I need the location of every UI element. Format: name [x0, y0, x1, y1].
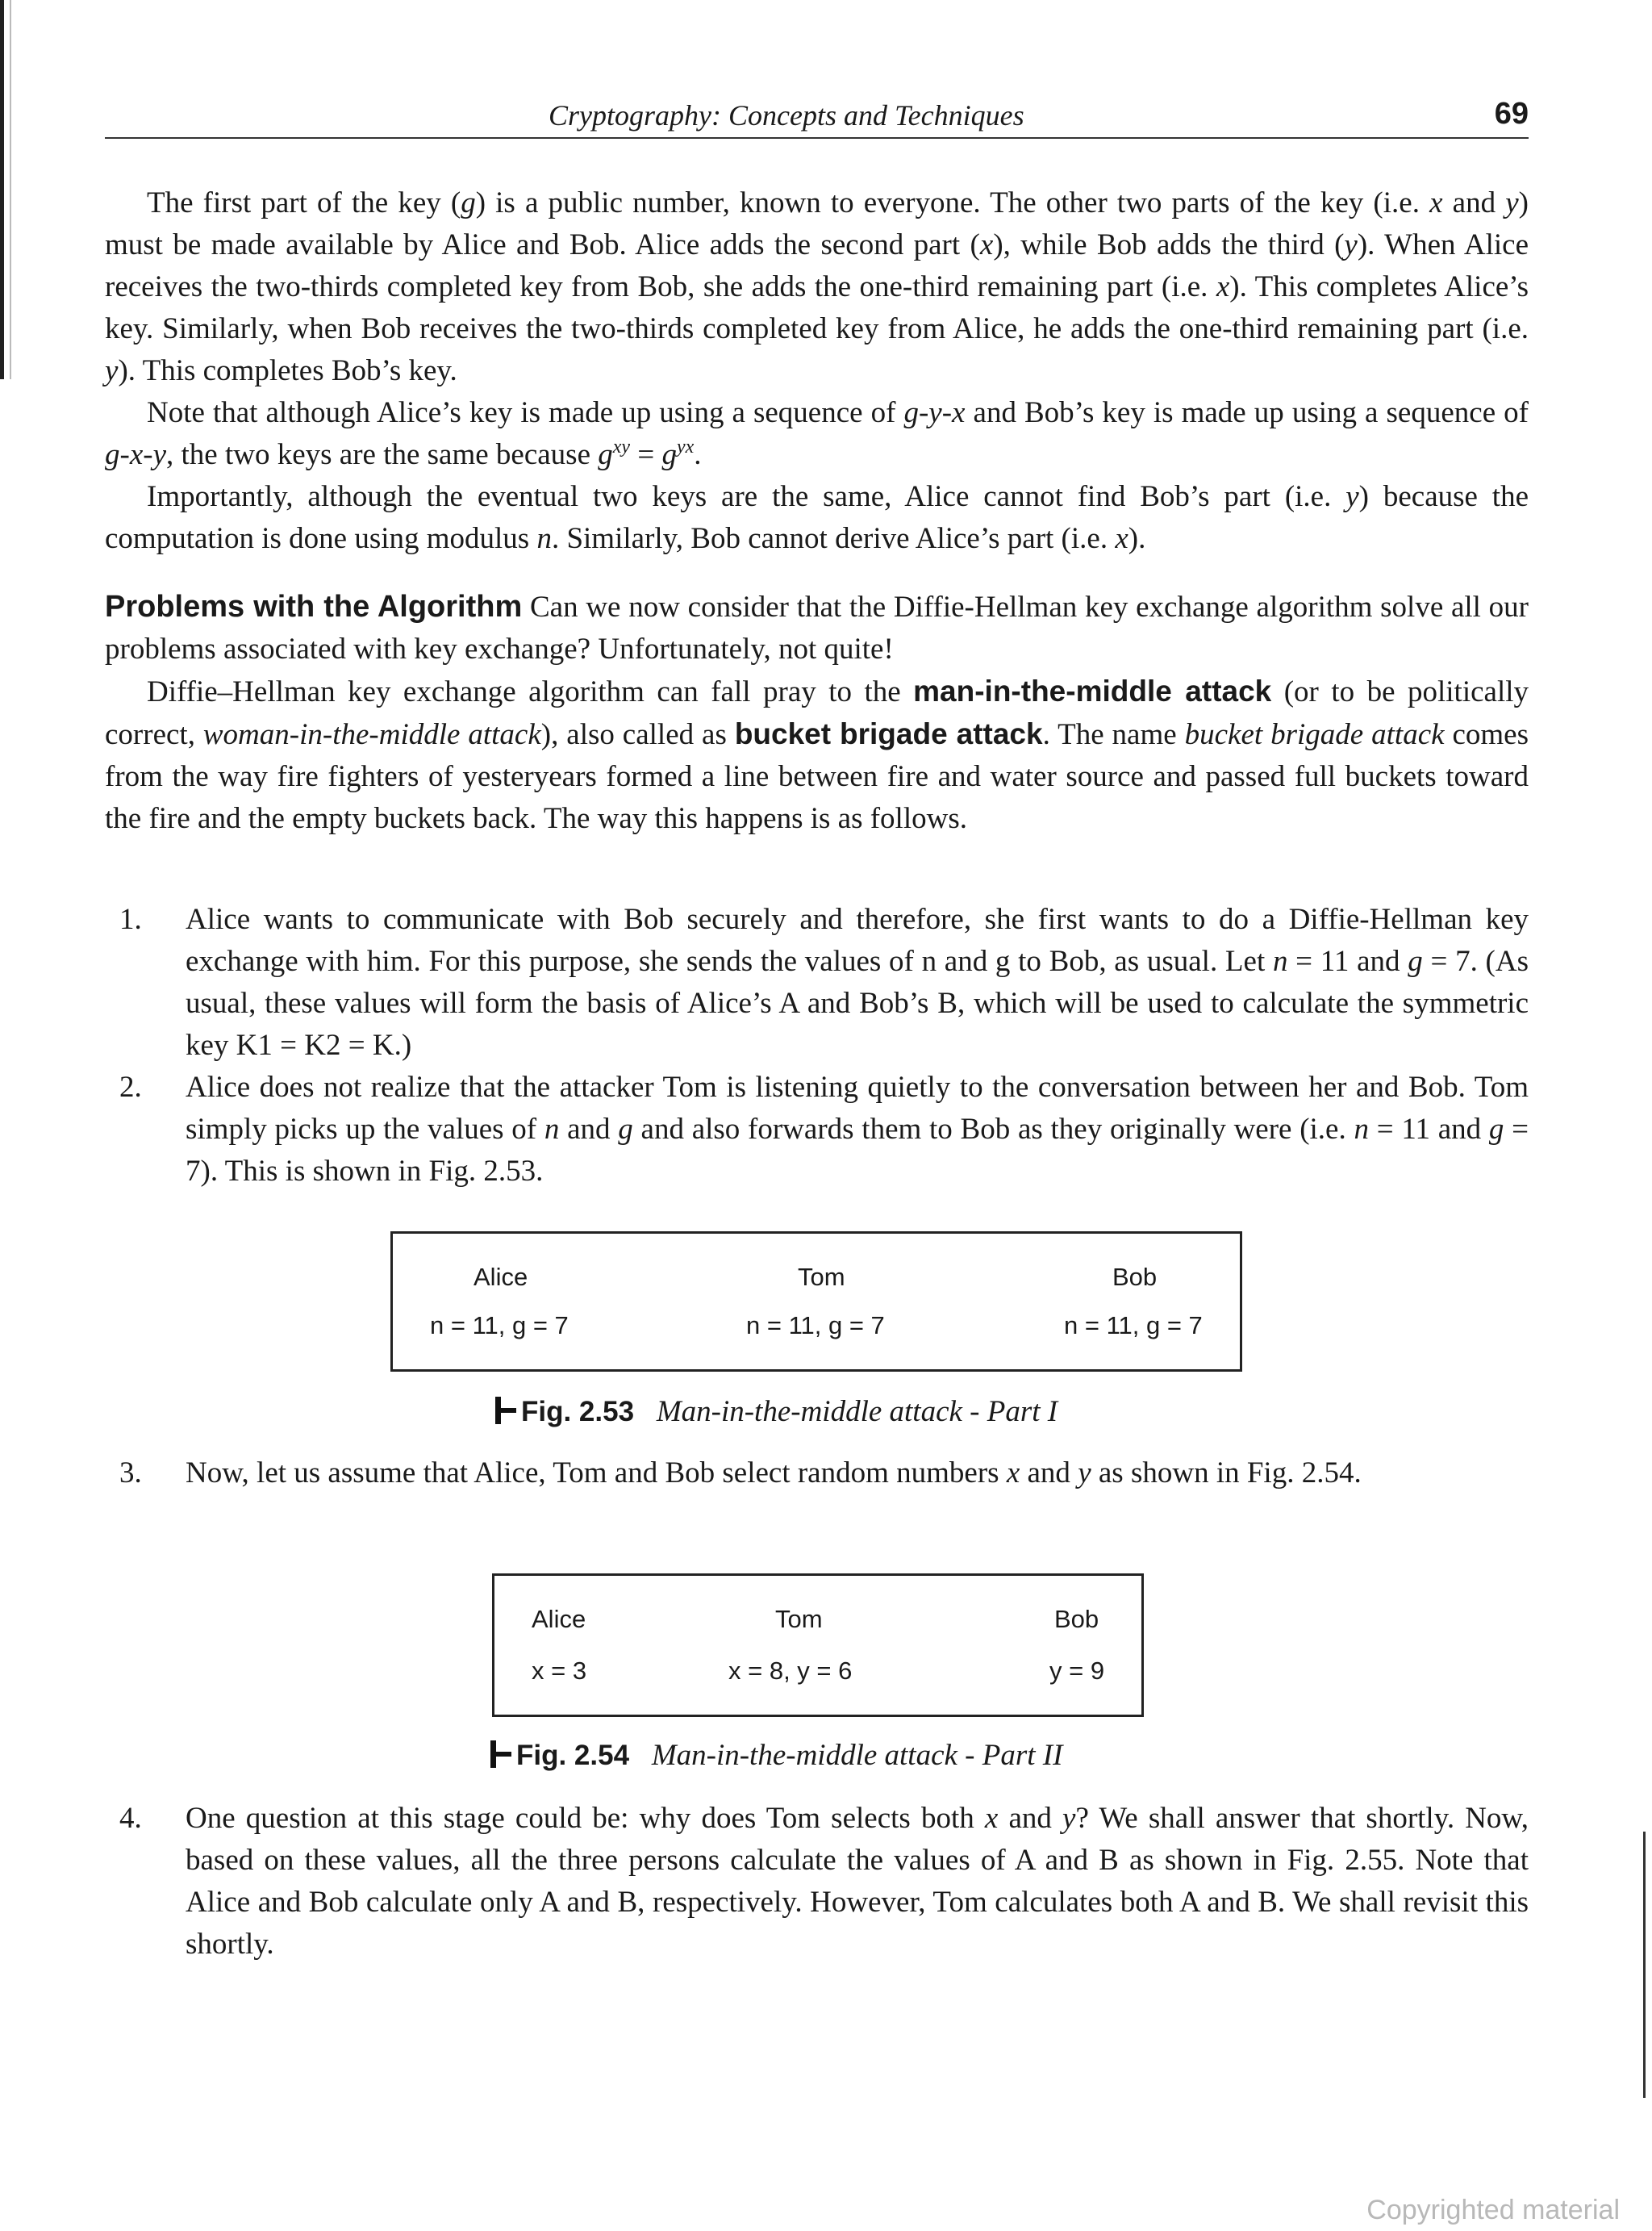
fig54-alice-values: x = 3 — [532, 1657, 587, 1685]
page-edge-left — [0, 0, 4, 379]
fig54-tom-values: x = 8, y = 6 — [728, 1657, 853, 1685]
figure-2-53-caption: Fig. 2.53 Man-in-the-middle attack - Part I — [492, 1394, 1058, 1429]
figure-2-53-box — [390, 1231, 1242, 1372]
list-item: 3. Now, let us assume that Alice, Tom and Bob select random numbers x and y as shown in Fig. 2.54. — [119, 1456, 1362, 1489]
fig54-alice-label: Alice — [532, 1605, 586, 1633]
fig53-tom-label: Tom — [798, 1263, 845, 1291]
figure-2-54-caption: Fig. 2.54 Man-in-the-middle attack - Part II — [487, 1738, 1062, 1773]
page-number: 69 — [1494, 97, 1529, 131]
paragraph-key-parts: The first part of the key (g) is a public number, known to everyone. The other two parts of the key (i.e. x and y) must be made available by Alice and Bob. Alice adds the second part (x), while Bob adds the third (y). When Alice receives the two-thirds completed key from Bob, she adds the one-third remaining part (i.e. x). This completes Alice’s key. Similarly, when Bob receives the two-thirds completed key from Alice, he adds the one-third remaining part (i.e. y). This completes Bob’s key. — [105, 186, 1529, 387]
paragraph-problems: Problems with the Algorithm Can we now consider that the Diffie-Hellman key exchange algorithm solve all our problems associated with key exchange? Unfortunately, not quite! — [105, 590, 1529, 666]
running-header — [105, 92, 1529, 139]
fig54-tom-label: Tom — [775, 1605, 823, 1633]
body-text-problems — [105, 586, 1529, 840]
paragraph-key-sequence: Note that although Alice’s key is made up using a sequence of g-y-x and Bob’s key is made up using a sequence of g-x-y, the two keys are the same because $g^{xy} = g^{yx}$. — [105, 396, 1529, 471]
body-text-top — [105, 182, 1529, 560]
fig54-bob-values: y = 9 — [1049, 1657, 1105, 1685]
fig53-bob-label: Bob — [1112, 1263, 1158, 1291]
fig54-bob-label: Bob — [1054, 1605, 1099, 1633]
list-item: 4. One question at this stage could be: why does Tom selects both x and y? We shall answer that shortly. Now, based on these values, all the three persons calculate the values of A and B as shown in Fig. 2.55. Note that Alice and Bob calculate only A and B, respectively. However, Tom calculates both A and B. We shall revisit this shortly. — [119, 1802, 1529, 1961]
copyright-watermark: Copyrighted material — [1366, 2195, 1620, 2225]
fig53-alice-values: n = 11, g = 7 — [430, 1311, 569, 1339]
fig53-tom-values: n = 11, g = 7 — [746, 1311, 885, 1339]
figure-marker-icon — [487, 1740, 511, 1768]
section-heading: Problems with the Algorithm — [105, 590, 523, 624]
page-edge-left-shadow — [10, 0, 11, 379]
paragraph-modulus: Importantly, although the eventual two keys are the same, Alice cannot find Bob’s part (i.e. y) because the computation is done using modulus n. Similarly, Bob cannot derive Alice’s part (i.e. x). — [105, 480, 1529, 555]
page-edge-right — [1643, 1832, 1646, 2098]
figure-2-54-box — [492, 1573, 1144, 1717]
paragraph-man-in-the-middle: Diffie–Hellman key exchange algorithm can fall pray to the man-in-the-middle attack (or to be politically correct, woman-in-the-middle attack), also called as bucket brigade attack. The name bucket brigade attack comes from the way fire fighters of yesteryears formed a line between fire and water source and passed full buckets toward the fire and the empty buckets back. The way this happens is as follows. — [105, 675, 1529, 835]
fig53-bob-values: n = 11, g = 7 — [1064, 1311, 1203, 1339]
running-title: Cryptography: Concepts and Techniques — [549, 99, 1024, 132]
list-item: 1. Alice wants to communicate with Bob securely and therefore, she first wants to do a Diffie-Hellman key exchange with him. For this purpose, she sends the values of n and g to Bob, as usual. Let n = 11 and g = 7. (As usual, these values will form the basis of Alice’s A and Bob’s B, which will be used to calculate the symmetric key K1 = K2 = K.) — [119, 903, 1529, 1062]
list-item: 2. Alice does not realize that the attacker Tom is listening quietly to the conversation between her and Bob. Tom simply picks up the values of n and g and also forwards them to Bob as they originally were (i.e. n = 11 and g = 7). This is shown in Fig. 2.53. — [119, 1071, 1529, 1188]
figure-marker-icon — [492, 1397, 516, 1424]
fig53-alice-label: Alice — [473, 1263, 528, 1291]
